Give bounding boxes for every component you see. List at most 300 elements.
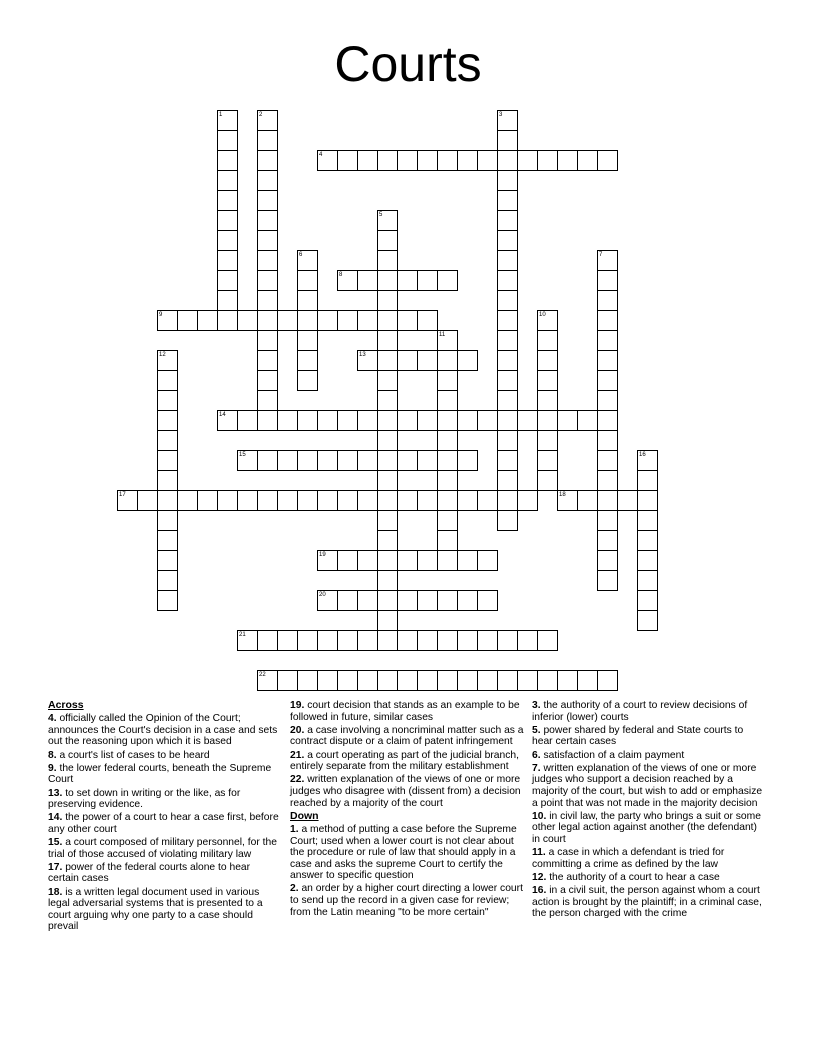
grid-cell[interactable] (257, 190, 278, 211)
clue-number-label: 21. (290, 749, 305, 761)
grid-cell[interactable] (597, 410, 618, 431)
grid-cell[interactable] (377, 450, 398, 471)
grid-cell[interactable] (317, 310, 338, 331)
grid-cell[interactable] (257, 290, 278, 311)
clue-text: a case in which a defendant is tried for committing a crime as defined by the law (532, 847, 725, 870)
grid-cell[interactable] (637, 550, 658, 571)
grid-cell[interactable] (297, 410, 318, 431)
grid-cell[interactable] (597, 470, 618, 491)
grid-cell[interactable] (417, 630, 438, 651)
grid-cell[interactable] (457, 410, 478, 431)
grid-cell[interactable] (637, 450, 658, 471)
grid-cell[interactable] (197, 310, 218, 331)
grid-cell[interactable] (257, 210, 278, 231)
grid-cell[interactable] (337, 670, 358, 691)
grid-cell[interactable] (597, 290, 618, 311)
grid-cell[interactable] (457, 350, 478, 371)
clue-number: 13 (359, 352, 366, 358)
grid-cell[interactable] (497, 450, 518, 471)
grid-cell[interactable] (377, 570, 398, 591)
clue-number: 10 (539, 312, 546, 318)
across-clue (290, 774, 524, 809)
grid-cell[interactable] (437, 370, 458, 391)
grid-cell[interactable] (297, 450, 318, 471)
grid-cell[interactable] (297, 330, 318, 351)
grid-cell[interactable] (597, 370, 618, 391)
grid-cell[interactable] (457, 590, 478, 611)
grid-cell[interactable] (597, 550, 618, 571)
grid-cell[interactable] (157, 590, 178, 611)
grid-cell[interactable] (537, 350, 558, 371)
grid-cell[interactable] (437, 450, 458, 471)
grid-cell[interactable] (597, 330, 618, 351)
grid-cell[interactable] (377, 490, 398, 511)
across-clue (290, 750, 524, 773)
grid-cell[interactable] (217, 230, 238, 251)
grid-cell[interactable] (257, 250, 278, 271)
grid-cell[interactable] (357, 590, 378, 611)
grid-cell[interactable] (217, 150, 238, 171)
grid-cell[interactable] (497, 490, 518, 511)
grid-cell[interactable] (257, 130, 278, 151)
grid-cell[interactable] (537, 430, 558, 451)
grid-cell[interactable] (637, 470, 658, 491)
grid-cell[interactable] (317, 410, 338, 431)
grid-cell[interactable] (177, 310, 198, 331)
grid-cell[interactable] (257, 450, 278, 471)
grid-cell[interactable] (537, 310, 558, 331)
grid-cell[interactable] (397, 310, 418, 331)
across-clue (48, 713, 282, 748)
grid-cell[interactable] (357, 150, 378, 171)
grid-cell[interactable] (417, 590, 438, 611)
grid-cell[interactable] (297, 350, 318, 371)
grid-cell[interactable] (597, 430, 618, 451)
grid-cell[interactable] (457, 450, 478, 471)
grid-cell[interactable] (357, 450, 378, 471)
grid-cell[interactable] (497, 630, 518, 651)
grid-cell[interactable] (237, 490, 258, 511)
grid-cell[interactable] (317, 670, 338, 691)
down-clue (532, 763, 766, 809)
grid-cell[interactable] (317, 630, 338, 651)
grid-cell[interactable] (377, 430, 398, 451)
grid-cell[interactable] (497, 290, 518, 311)
grid-cell[interactable] (397, 630, 418, 651)
grid-cell[interactable] (397, 150, 418, 171)
grid-cell[interactable] (217, 310, 238, 331)
grid-cell[interactable] (497, 350, 518, 371)
grid-cell[interactable] (597, 490, 618, 511)
grid-cell[interactable] (337, 150, 358, 171)
grid-cell[interactable] (217, 490, 238, 511)
grid-cell[interactable] (537, 470, 558, 491)
grid-cell[interactable] (577, 150, 598, 171)
grid-cell[interactable] (217, 250, 238, 271)
grid-cell[interactable] (217, 270, 238, 291)
grid-cell[interactable] (577, 410, 598, 431)
clue-number-label: 18. (48, 886, 63, 898)
grid-cell[interactable] (337, 410, 358, 431)
grid-cell[interactable] (597, 510, 618, 531)
grid-cell[interactable] (477, 590, 498, 611)
grid-cell[interactable] (337, 270, 358, 291)
grid-cell[interactable] (377, 250, 398, 271)
grid-cell[interactable] (377, 370, 398, 391)
grid-cell[interactable] (637, 590, 658, 611)
grid-cell[interactable] (597, 310, 618, 331)
grid-cell[interactable] (517, 410, 538, 431)
grid-cell[interactable] (317, 450, 338, 471)
grid-cell[interactable] (597, 570, 618, 591)
clue-text: a court operating as part of the judicial branch, entirely separate from the military establishment (290, 749, 519, 773)
grid-cell[interactable] (377, 510, 398, 531)
grid-cell[interactable] (257, 370, 278, 391)
grid-cell[interactable] (257, 270, 278, 291)
grid-cell[interactable] (377, 610, 398, 631)
grid-cell[interactable] (297, 270, 318, 291)
grid-cell[interactable] (497, 310, 518, 331)
grid-cell[interactable] (557, 490, 578, 511)
clue-number: 12 (159, 352, 166, 358)
grid-cell[interactable] (157, 490, 178, 511)
grid-cell[interactable] (257, 170, 278, 191)
grid-cell[interactable] (557, 410, 578, 431)
grid-cell[interactable] (397, 490, 418, 511)
grid-cell[interactable] (417, 550, 438, 571)
grid-cell[interactable] (357, 350, 378, 371)
grid-cell[interactable] (417, 410, 438, 431)
grid-cell[interactable] (277, 310, 298, 331)
clue-number-label: 2. (290, 883, 299, 895)
grid-cell[interactable] (377, 390, 398, 411)
grid-cell[interactable] (317, 150, 338, 171)
grid-cell[interactable] (217, 170, 238, 191)
grid-cell[interactable] (297, 370, 318, 391)
grid-cell[interactable] (377, 630, 398, 651)
grid-cell[interactable] (437, 590, 458, 611)
clue-number: 20 (319, 592, 326, 598)
grid-cell[interactable] (217, 210, 238, 231)
grid-cell[interactable] (277, 630, 298, 651)
grid-cell[interactable] (397, 550, 418, 571)
grid-cell[interactable] (497, 510, 518, 531)
grid-cell[interactable] (497, 230, 518, 251)
grid-cell[interactable] (257, 150, 278, 171)
grid-cell[interactable] (497, 190, 518, 211)
grid-cell[interactable] (497, 670, 518, 691)
grid-cell[interactable] (437, 470, 458, 491)
grid-cell[interactable] (477, 550, 498, 571)
across-heading: Across (48, 699, 84, 711)
grid-cell[interactable] (637, 610, 658, 631)
grid-cell[interactable] (277, 450, 298, 471)
grid-cell[interactable] (597, 530, 618, 551)
grid-cell[interactable] (597, 670, 618, 691)
grid-cell[interactable] (337, 450, 358, 471)
grid-cell[interactable] (337, 590, 358, 611)
grid-cell[interactable] (417, 490, 438, 511)
clue-text: in a civil suit, the person against whom a court action is brought by the plaintiff; in a criminal case, the person charged with the crime (532, 885, 762, 920)
grid-cell[interactable] (537, 630, 558, 651)
grid-cell[interactable] (577, 490, 598, 511)
grid-cell[interactable] (297, 670, 318, 691)
grid-cell[interactable] (437, 390, 458, 411)
grid-cell[interactable] (437, 410, 458, 431)
grid-cell[interactable] (457, 670, 478, 691)
grid-cell[interactable] (497, 330, 518, 351)
clue-number-label: 17. (48, 861, 63, 873)
grid-cell[interactable] (437, 350, 458, 371)
grid-cell[interactable] (157, 370, 178, 391)
grid-cell[interactable] (577, 670, 598, 691)
clue-text: power of the federal courts alone to hear certain cases (48, 861, 251, 885)
grid-cell[interactable] (437, 150, 458, 171)
grid-cell[interactable] (497, 270, 518, 291)
grid-cell[interactable] (257, 330, 278, 351)
grid-cell[interactable] (497, 390, 518, 411)
grid-cell[interactable] (517, 630, 538, 651)
grid-cell[interactable] (437, 670, 458, 691)
grid-cell[interactable] (517, 670, 538, 691)
grid-cell[interactable] (257, 230, 278, 251)
grid-cell[interactable] (237, 630, 258, 651)
grid-cell[interactable] (477, 410, 498, 431)
grid-cell[interactable] (417, 670, 438, 691)
grid-cell[interactable] (157, 530, 178, 551)
grid-cell[interactable] (477, 630, 498, 651)
grid-cell[interactable] (437, 630, 458, 651)
down-clue (532, 847, 766, 870)
down-clue (532, 872, 766, 884)
grid-cell[interactable] (417, 350, 438, 371)
grid-cell[interactable] (357, 550, 378, 571)
grid-cell[interactable] (497, 470, 518, 491)
grid-cell[interactable] (217, 410, 238, 431)
clue-number: 4 (319, 152, 323, 158)
grid-cell[interactable] (157, 450, 178, 471)
grid-cell[interactable] (377, 350, 398, 371)
grid-cell[interactable] (157, 390, 178, 411)
grid-cell[interactable] (337, 310, 358, 331)
grid-cell[interactable] (477, 150, 498, 171)
grid-cell[interactable] (497, 210, 518, 231)
grid-cell[interactable] (357, 410, 378, 431)
grid-cell[interactable] (257, 110, 278, 131)
clue-number: 21 (239, 632, 246, 638)
grid-cell[interactable] (597, 390, 618, 411)
grid-cell[interactable] (337, 490, 358, 511)
clue-number-label: 10. (532, 810, 547, 822)
down-clue (532, 750, 766, 762)
clue-text: written explanation of the views of one or more judges who disagree with (dissent from) a decision reached by a majority of the court (290, 774, 521, 809)
grid-cell[interactable] (237, 450, 258, 471)
grid-cell[interactable] (497, 170, 518, 191)
grid-cell[interactable] (157, 510, 178, 531)
clue-text: the authority of a court to hear a case (546, 871, 720, 883)
grid-cell[interactable] (177, 490, 198, 511)
grid-cell[interactable] (437, 270, 458, 291)
grid-cell[interactable] (537, 150, 558, 171)
grid-cell[interactable] (157, 470, 178, 491)
grid-cell[interactable] (337, 630, 358, 651)
grid-cell[interactable] (257, 350, 278, 371)
grid-cell[interactable] (357, 310, 378, 331)
grid-cell[interactable] (317, 590, 338, 611)
grid-cell[interactable] (597, 350, 618, 371)
grid-cell[interactable] (437, 530, 458, 551)
grid-cell[interactable] (277, 410, 298, 431)
grid-cell[interactable] (317, 490, 338, 511)
grid-cell[interactable] (297, 250, 318, 271)
grid-cell[interactable] (537, 450, 558, 471)
grid-cell[interactable] (237, 310, 258, 331)
grid-cell[interactable] (517, 150, 538, 171)
clues-column-1 (48, 700, 282, 935)
grid-cell[interactable] (457, 550, 478, 571)
grid-cell[interactable] (257, 310, 278, 331)
grid-cell[interactable] (397, 350, 418, 371)
grid-cell[interactable] (377, 230, 398, 251)
grid-cell[interactable] (537, 670, 558, 691)
down-clue (290, 824, 524, 882)
grid-cell[interactable] (437, 330, 458, 351)
clue-number: 8 (339, 272, 343, 278)
grid-cell[interactable] (377, 290, 398, 311)
grid-cell[interactable] (497, 250, 518, 271)
grid-cell[interactable] (357, 670, 378, 691)
grid-cell[interactable] (537, 370, 558, 391)
grid-cell[interactable] (497, 150, 518, 171)
grid-cell[interactable] (537, 390, 558, 411)
grid-cell[interactable] (217, 130, 238, 151)
grid-cell[interactable] (417, 270, 438, 291)
grid-cell[interactable] (377, 670, 398, 691)
grid-cell[interactable] (637, 490, 658, 511)
grid-cell[interactable] (437, 490, 458, 511)
clue-text: the power of a court to hear a case first, before any other court (48, 812, 279, 835)
grid-cell[interactable] (377, 330, 398, 351)
grid-cell[interactable] (377, 590, 398, 611)
grid-cell[interactable] (397, 450, 418, 471)
clue-number-label: 15. (48, 837, 63, 849)
grid-cell[interactable] (437, 510, 458, 531)
grid-cell[interactable] (537, 330, 558, 351)
grid-cell[interactable] (417, 450, 438, 471)
grid-cell[interactable] (477, 490, 498, 511)
grid-cell[interactable] (397, 590, 418, 611)
grid-cell[interactable] (557, 670, 578, 691)
grid-cell[interactable] (557, 150, 578, 171)
grid-cell[interactable] (217, 110, 238, 131)
grid-cell[interactable] (217, 290, 238, 311)
grid-cell[interactable] (597, 450, 618, 471)
grid-cell[interactable] (377, 310, 398, 331)
grid-cell[interactable] (497, 110, 518, 131)
grid-cell[interactable] (637, 570, 658, 591)
grid-cell[interactable] (297, 490, 318, 511)
grid-cell[interactable] (417, 150, 438, 171)
grid-cell[interactable] (277, 490, 298, 511)
grid-cell[interactable] (257, 390, 278, 411)
grid-cell[interactable] (157, 570, 178, 591)
grid-cell[interactable] (317, 550, 338, 571)
grid-cell[interactable] (217, 190, 238, 211)
grid-cell[interactable] (357, 630, 378, 651)
grid-cell[interactable] (457, 150, 478, 171)
grid-cell[interactable] (437, 550, 458, 571)
grid-cell[interactable] (297, 310, 318, 331)
grid-cell[interactable] (377, 470, 398, 491)
grid-cell[interactable] (517, 490, 538, 511)
grid-cell[interactable] (497, 130, 518, 151)
grid-cell[interactable] (377, 210, 398, 231)
grid-cell[interactable] (497, 430, 518, 451)
across-clue (48, 763, 282, 786)
grid-cell[interactable] (157, 350, 178, 371)
grid-cell[interactable] (497, 370, 518, 391)
grid-cell[interactable] (397, 670, 418, 691)
grid-cell[interactable] (597, 250, 618, 271)
grid-cell[interactable] (397, 410, 418, 431)
clue-text: a method of putting a case before the Supreme Court; used when a lower court is not clear about the procedure or rule of law that should apply in a case and asks the supreme Court to certify the answer to specific question (290, 823, 517, 882)
grid-cell[interactable] (337, 550, 358, 571)
clue-number: 15 (239, 452, 246, 458)
grid-cell[interactable] (297, 290, 318, 311)
grid-cell[interactable] (597, 270, 618, 291)
grid-cell[interactable] (277, 670, 298, 691)
grid-cell[interactable] (377, 550, 398, 571)
grid-cell[interactable] (237, 410, 258, 431)
grid-cell[interactable] (617, 490, 638, 511)
grid-cell[interactable] (197, 490, 218, 511)
clue-number: 19 (319, 552, 326, 558)
grid-cell[interactable] (457, 490, 478, 511)
grid-cell[interactable] (537, 410, 558, 431)
grid-cell[interactable] (497, 410, 518, 431)
grid-cell[interactable] (357, 270, 378, 291)
grid-cell[interactable] (437, 430, 458, 451)
grid-cell[interactable] (377, 410, 398, 431)
grid-cell[interactable] (157, 550, 178, 571)
grid-cell[interactable] (597, 150, 618, 171)
grid-cell[interactable] (637, 510, 658, 531)
grid-cell[interactable] (257, 670, 278, 691)
grid-cell[interactable] (257, 490, 278, 511)
grid-cell[interactable] (157, 410, 178, 431)
grid-cell[interactable] (477, 670, 498, 691)
grid-cell[interactable] (257, 410, 278, 431)
grid-cell[interactable] (297, 630, 318, 651)
grid-cell[interactable] (397, 270, 418, 291)
grid-cell[interactable] (417, 310, 438, 331)
grid-cell[interactable] (357, 490, 378, 511)
clue-text: the lower federal courts, beneath the Supreme Court (48, 762, 272, 786)
grid-cell[interactable] (157, 310, 178, 331)
grid-cell[interactable] (377, 270, 398, 291)
grid-cell[interactable] (137, 490, 158, 511)
grid-cell[interactable] (377, 150, 398, 171)
down-heading: Down (290, 809, 319, 822)
grid-cell[interactable] (157, 430, 178, 451)
grid-cell[interactable] (377, 530, 398, 551)
clues-column-3 (532, 700, 766, 921)
grid-cell[interactable] (457, 630, 478, 651)
grid-cell[interactable] (257, 630, 278, 651)
grid-cell[interactable] (117, 490, 138, 511)
grid-cell[interactable] (637, 530, 658, 551)
clue-number-label: 16. (532, 885, 547, 897)
